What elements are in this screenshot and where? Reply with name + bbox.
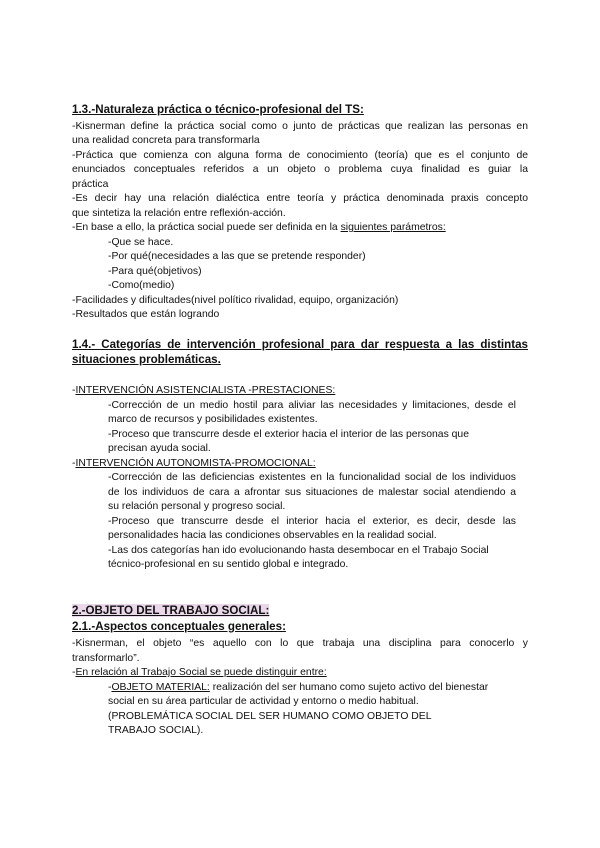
paragraph-line [108, 681, 488, 696]
paragraph-line: -Proceso que transcurre desde el exterior hacia el interior de las personas que [108, 429, 469, 440]
category-title [72, 457, 316, 472]
paragraph-line: -Resultados que están logrando [72, 309, 220, 320]
section-1-4-heading: 1.4.- Categorías de intervención profesional para dar respuesta a las distintas [72, 338, 528, 351]
dash: - [72, 667, 76, 678]
list-item: -Como(medio) [108, 280, 175, 291]
dash: - [72, 385, 76, 396]
paragraph-line: que sintetiza la relación entre reflexión-acción. [72, 208, 286, 219]
underlined-phrase: En relación al Trabajo Social se puede distinguir entre: [75, 667, 327, 678]
object-title: OBJETO MATERIAL: [111, 682, 210, 693]
paragraph-line: -Kisnerman define la práctica social como o junto de prácticas que realizan las personas en [72, 121, 528, 132]
paragraph-line: -Es decir hay una relación dialéctica entre teoría y práctica denominada praxis concepto [72, 193, 528, 204]
paragraph-line [72, 221, 446, 236]
category-title [72, 384, 335, 399]
paragraph-line: su relación personal y progreso social. [108, 501, 286, 512]
paragraph-line: (PROBLEMÁTICA SOCIAL DEL SER HUMANO COMO OBJETO DEL [108, 711, 432, 722]
paragraph-line: -Corrección de las deficiencias existentes en la funcionalidad social de los individuos [108, 472, 516, 483]
paragraph-text: -En base a ello, la práctica social puede ser definida en la [72, 222, 341, 233]
paragraph-line: social en su área particular de actividad y entorno o medio habitual. [108, 696, 419, 707]
paragraph-line: -Las dos categorías han ido evolucionando hasta desembocar en el Trabajo Social [108, 545, 489, 556]
dash: - [108, 682, 112, 693]
category-title-text: INTERVENCIÓN AUTONOMISTA-PROMOCIONAL: [75, 458, 316, 469]
category-title-text: INTERVENCIÓN ASISTENCIALISTA -PRESTACIONES: [75, 385, 336, 396]
paragraph-line: TRABAJO SOCIAL). [108, 725, 204, 736]
section-2-heading [72, 604, 269, 619]
paragraph-line: -Práctica que comienza con alguna forma de conocimiento (teoría) que es el conjunto de [72, 150, 528, 161]
underlined-phrase: siguientes parámetros: [340, 222, 446, 233]
paragraph-line: -Proceso que transcurre desde el interior hacia el exterior, es decir, desde las [108, 516, 516, 527]
paragraph-line: enunciados conceptuales referidos a un objeto o problema cuya finalidad es guiar la [72, 164, 528, 175]
paragraph-line: marco de recursos y posibilidades existentes. [108, 414, 318, 425]
dash: - [72, 458, 76, 469]
paragraph-line: personalidades hacia las condiciones observables en la realidad social. [108, 530, 437, 541]
section-2-1-heading: 2.1.-Aspectos conceptuales generales: [72, 620, 286, 633]
paragraph-line: técnico-profesional en su sentido global e integrado. [108, 559, 349, 570]
list-item: -Para qué(objetivos) [108, 266, 202, 277]
paragraph-line: -Facilidades y dificultades(nivel político rivalidad, equipo, organización) [72, 295, 399, 306]
section-1-4-heading-cont: situaciones problemáticas. [72, 353, 221, 366]
paragraph-line: una realidad concreta para transformarla [72, 135, 260, 146]
paragraph-line: práctica [72, 179, 109, 190]
paragraph-line: de los individuos de cara a afrontar sus situaciones de malestar social atendiendo a [108, 487, 516, 498]
list-item: -Que se hace. [108, 237, 174, 248]
section-1-3-heading: 1.3.-Naturaleza práctica o técnico-profesional del TS: [72, 103, 364, 116]
paragraph-text: realización del ser humano como sujeto activo del bienestar [209, 682, 489, 693]
paragraph-line [72, 666, 327, 681]
highlighted-heading: 2.-OBJETO DEL TRABAJO SOCIAL: [72, 604, 270, 617]
paragraph-line: -Corrección de un medio hostil para aliviar las necesidades y limitaciones, desde el [108, 400, 516, 411]
paragraph-line: -Kisnerman, el objeto “es aquello con lo que trabaja una disciplina para conocerlo y [72, 638, 528, 649]
paragraph-line: transformarlo”. [72, 653, 140, 664]
paragraph-line: precisan ayuda social. [108, 443, 211, 454]
list-item: -Por qué(necesidades a las que se pretende responder) [108, 251, 366, 262]
